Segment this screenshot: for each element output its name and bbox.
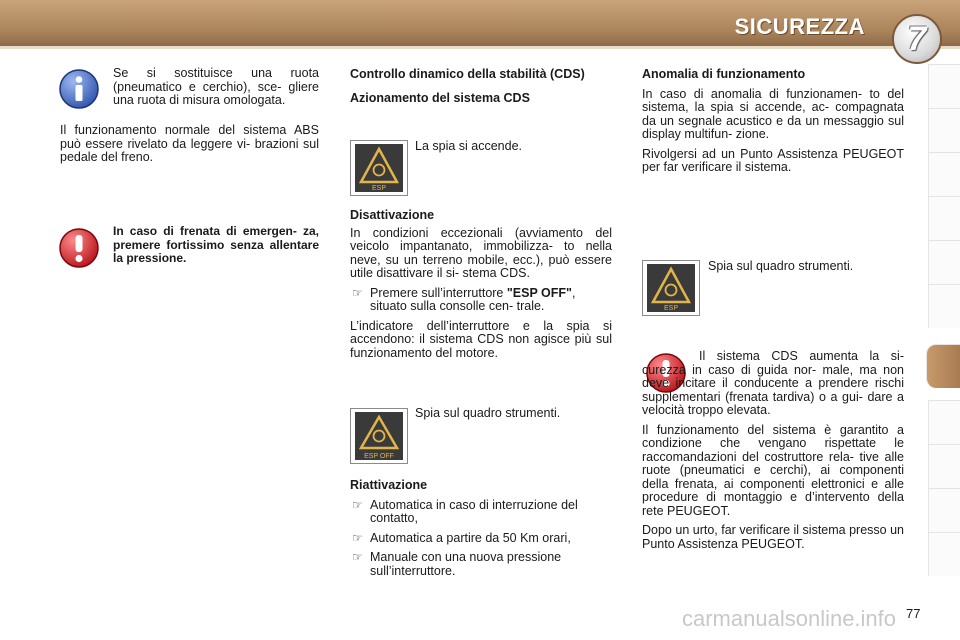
chapter-tab[interactable] bbox=[928, 240, 960, 284]
esp-off-caption bbox=[415, 407, 615, 427]
chapter-badge: 7 bbox=[892, 14, 942, 64]
rivolgersi-text: Rivolgersi ad un Punto Assistenza PEUGEOT per far verificare il sistema. bbox=[642, 146, 904, 174]
esp-off-caption-text: Spia sul quadro strumenti. bbox=[415, 406, 561, 420]
esp-off-lamp-label: ESP OFF bbox=[364, 453, 394, 460]
reactivation-item bbox=[350, 499, 612, 526]
chapter-tab[interactable] bbox=[928, 152, 960, 196]
chapter-tab[interactable] bbox=[928, 108, 960, 152]
riattivazione-section bbox=[350, 479, 612, 584]
chapter-tab[interactable] bbox=[928, 532, 960, 576]
cds-column bbox=[350, 68, 612, 113]
anomalia-title: Anomalia di funzionamento bbox=[642, 67, 806, 81]
reactivation-item bbox=[350, 532, 612, 546]
chapter-tab[interactable] bbox=[928, 488, 960, 532]
reactivation-text: Automatica in caso di interruzione del contatto, bbox=[370, 497, 578, 525]
chapter-tab[interactable] bbox=[928, 444, 960, 488]
impact-text: Dopo un urto, far verificare il sistema presso un Punto Assistenza PEUGEOT. bbox=[642, 523, 904, 551]
pointing-hand-icon: ☞ bbox=[352, 530, 363, 545]
warning-icon bbox=[58, 227, 100, 274]
esp-off-switch-name: "ESP OFF" bbox=[506, 285, 572, 300]
watermark: carmanualsonline.info bbox=[682, 606, 897, 631]
guarantee-text: Il funzionamento del sistema è garantito a condizione che vengano rispettate le raccomandazioni del costruttore rela- tive alle ruote (pneumatici e cerchi), ai componenti della frenata, ai componenti elettronici e alle procedure di montaggio e d’intervento della rete PEUGEOT. bbox=[642, 422, 904, 518]
esp-fault-lamp-label: ESP bbox=[663, 305, 679, 312]
anomalia-text: In caso di anomalia di funzionamen- to del sistema, la spia si accende, ac- compagnata da un segnale acustico e da un messaggio sul display multifun- zione. bbox=[642, 86, 904, 141]
abs-text: Il funzionamento normale del sistema ABS può essere rivelato da leggere vi- brazioni sul pedale del freno. bbox=[60, 123, 319, 164]
reactivation-text: Automatica a partire da 50 Km orari, bbox=[370, 530, 571, 545]
header-underline bbox=[0, 46, 960, 49]
esp-lamp-label: ESP bbox=[371, 185, 387, 192]
indicator-text: L’indicatore dell’interruttore e la spia si accendono: il sistema CDS non agisce più sul funzionamento del motore. bbox=[350, 318, 612, 360]
cds-safety-note bbox=[642, 350, 904, 557]
esp-off-lamp-icon bbox=[350, 408, 408, 469]
wheel-note: Se si sostituisce una ruota (pneumatico e cerchio), sce- gliere una ruota di misura omologata. bbox=[113, 66, 319, 107]
section-title: SICUREZZA bbox=[734, 14, 865, 39]
disattivazione-text: In condizioni eccezionali (avviamento del veicolo impantanato, immobilizza- to nella neve, su un terreno mobile, ecc.), può essere utile disattivare il si- stema CDS. bbox=[350, 225, 612, 280]
chapter-tab[interactable] bbox=[928, 64, 960, 108]
abs-note bbox=[60, 124, 319, 171]
fault-lamp-caption bbox=[708, 260, 908, 280]
pointing-hand-icon: ☞ bbox=[352, 497, 363, 512]
cds-safety-text: Il sistema CDS aumenta la si- curezza in caso di guida nor- male, ma non deve incitare il conducente a prendere rischi supplementari (frenata tardiva) o a gui- dare a velocità troppo elevata. bbox=[642, 349, 904, 417]
info-icon bbox=[58, 68, 100, 115]
lamp-on-text: La spia si accende. bbox=[415, 139, 523, 153]
chapter-tabs bbox=[928, 64, 960, 576]
reactivation-text: Manuale con una nuova pressione sull’interruttore. bbox=[370, 550, 562, 578]
page-number: 77 bbox=[906, 606, 921, 621]
premere-suffix: , situato sulla consolle cen- trale. bbox=[370, 285, 576, 313]
pointing-hand-icon: ☞ bbox=[352, 285, 363, 300]
cds-subtitle: Azionamento del sistema CDS bbox=[350, 90, 530, 105]
disattivazione-section bbox=[350, 209, 612, 366]
esp-off-instruction bbox=[350, 287, 612, 314]
emergency-braking-note bbox=[113, 225, 319, 272]
info-text bbox=[113, 67, 319, 114]
reactivation-item bbox=[350, 551, 612, 578]
esp-warning-lamp-icon bbox=[350, 140, 408, 201]
esp-fault-lamp-icon bbox=[642, 260, 700, 321]
lamp-on-caption bbox=[415, 140, 615, 160]
pointing-hand-icon: ☞ bbox=[352, 550, 363, 564]
cds-title: Controllo dinamico della stabilità (CDS) bbox=[350, 67, 585, 81]
chapter-tab[interactable] bbox=[928, 196, 960, 240]
emergency-braking-text: In caso di frenata di emergen- za, premere fortissimo senza allentare la pressione. bbox=[113, 224, 319, 265]
chapter-tab[interactable] bbox=[928, 284, 960, 328]
chapter-tab[interactable] bbox=[928, 400, 960, 444]
disattivazione-title: Disattivazione bbox=[350, 208, 435, 222]
chapter-tab-active[interactable] bbox=[926, 344, 960, 388]
premere-prefix: Premere sull’interruttore bbox=[370, 285, 507, 300]
riattivazione-title: Riattivazione bbox=[350, 478, 428, 492]
anomalia-section bbox=[642, 68, 904, 181]
fault-lamp-caption-text: Spia sul quadro strumenti. bbox=[708, 259, 854, 273]
